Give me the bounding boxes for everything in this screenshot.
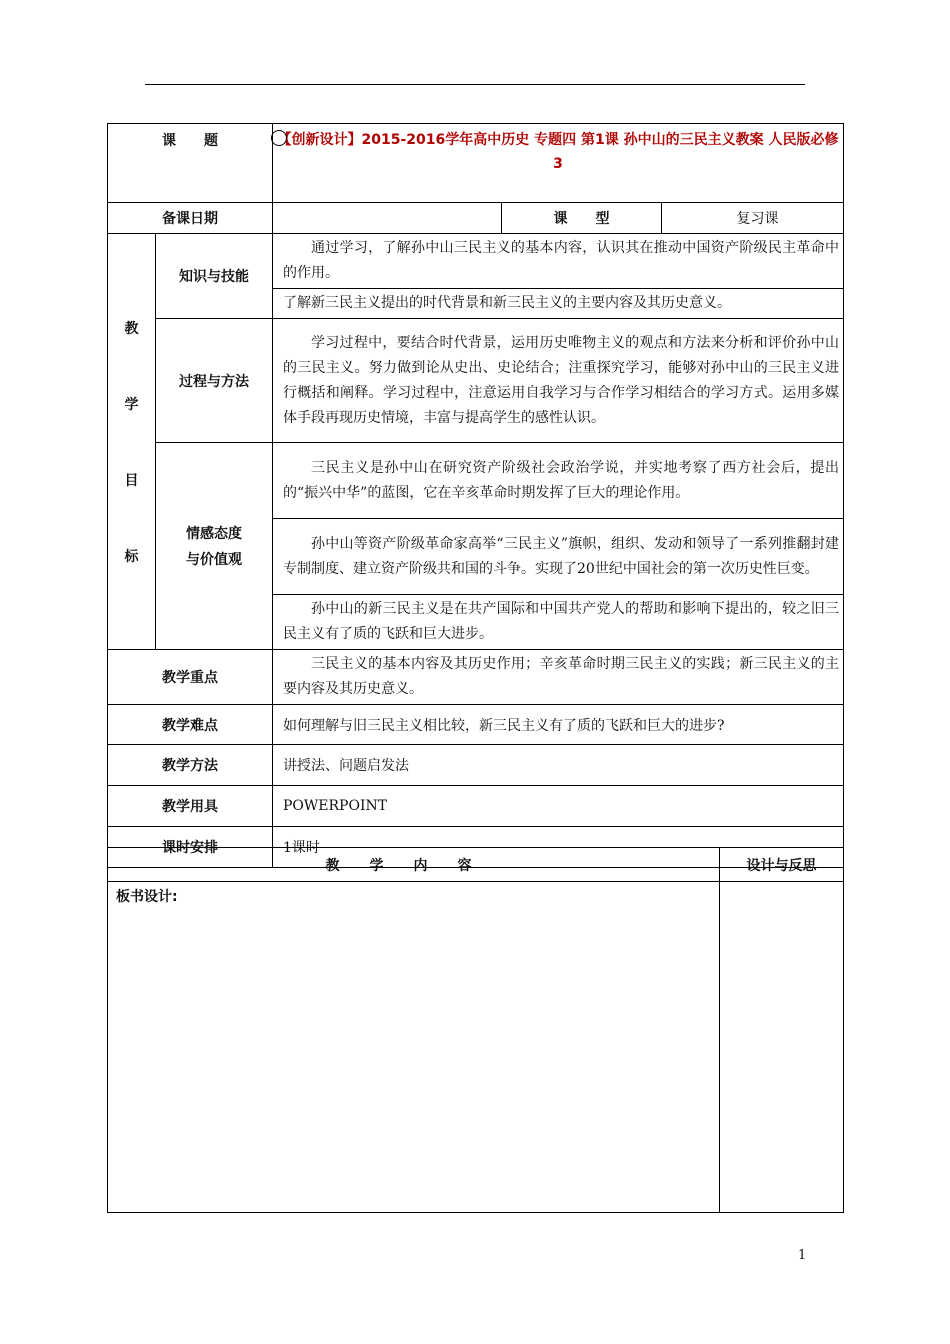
- emotion-label-line-1: 情感态度: [186, 526, 242, 542]
- difficulties-text: 如何理解与旧三民主义相比较，新三民主义有了质的飞跃和巨大的进步?: [273, 705, 844, 745]
- knowledge-label: 知识与技能: [156, 234, 273, 319]
- knowledge-text-2: 了解新三民主义提出的时代背景和新三民主义的主要内容及其历史意义。: [273, 289, 844, 319]
- process-label: 过程与方法: [156, 319, 273, 443]
- lesson-title: [273, 124, 844, 203]
- type-label: 课 型: [502, 203, 662, 234]
- methods-label: 教学方法: [108, 745, 273, 786]
- objectives-group-label: [108, 234, 156, 650]
- schedule-label: 课时安排: [108, 827, 273, 868]
- knowledge-text-1: 通过学习，了解孙中山三民主义的基本内容，认识其在推动中国资产阶级民主革命中的作用。: [273, 234, 844, 289]
- emotion-label: [156, 443, 273, 650]
- content-header: [108, 848, 720, 882]
- process-text: 学习过程中，要结合时代背景，运用历史唯物主义的观点和方法来分析和评价孙中山的三民主义。努力做到论从史出、史论结合；注重探究学习，能够对孙中山的三民主义进行概括和阐释。学习过程中，注意运用自我学习与合作学习相结合的学习方式。运用多媒体手段再现历史情境，丰富与提高学生的感性认识。: [273, 319, 844, 443]
- circle-marker-icon: [271, 130, 287, 146]
- emotion-text-1: 三民主义是孙中山在研究资产阶级社会政治学说，并实地考察了西方社会后，提出的“振兴中华”的蓝图，它在辛亥革命时期发挥了巨大的理论作用。: [273, 443, 844, 519]
- key-points-label: 教学重点: [108, 650, 273, 705]
- lesson-plan-table: [107, 123, 844, 868]
- tools-label: 教学用具: [108, 786, 273, 827]
- emotion-text-3: 孙中山的新三民主义是在共产国际和中国共产党人的帮助和影响下提出的，较之旧三民主义有了质的飞跃和巨大进步。: [273, 595, 844, 650]
- tools-text: POWERPOINT: [273, 786, 844, 827]
- emotion-text-2: 孙中山等资产阶级革命家高举“三民主义”旗帜，组织、发动和领导了一系列推翻封建专制制度、建立资产阶级共和国的斗争。实现了20世纪中国社会的第一次历史性巨变。: [273, 519, 844, 595]
- header-rule: [145, 84, 805, 85]
- schedule-text: 1课时: [273, 827, 844, 868]
- objectives-char-3: 目: [124, 472, 139, 489]
- methods-text: 讲授法、问题启发法: [273, 745, 844, 786]
- objectives-char-1: 教: [124, 320, 139, 337]
- reflection-header: 设计与反思: [720, 848, 844, 882]
- date-value: [273, 203, 502, 234]
- lesson-title-text: 【创新设计】2015-2016学年高中历史 专题四 第1课 孙中山的三民主义教案 人民版必修3: [277, 132, 839, 172]
- board-design-area: [108, 882, 720, 1213]
- objectives-char-2: 学: [124, 396, 139, 413]
- page-number: 1: [798, 1248, 807, 1263]
- objectives-char-4: 标: [124, 548, 139, 565]
- difficulties-label: 教学难点: [108, 705, 273, 745]
- content-header-text: 教学内容: [325, 857, 502, 874]
- reflection-area: [720, 882, 844, 1213]
- date-label: 备课日期: [108, 203, 273, 234]
- key-points-text: 三民主义的基本内容及其历史作用；辛亥革命时期三民主义的实践；新三民主义的主要内容及其历史意义。: [273, 650, 844, 705]
- type-value: 复习课: [662, 203, 844, 234]
- title-label: 课 题: [108, 124, 273, 203]
- board-design-label: 板书设计:: [116, 889, 178, 905]
- emotion-label-line-2: 与价值观: [186, 552, 242, 568]
- content-table: [107, 847, 844, 1213]
